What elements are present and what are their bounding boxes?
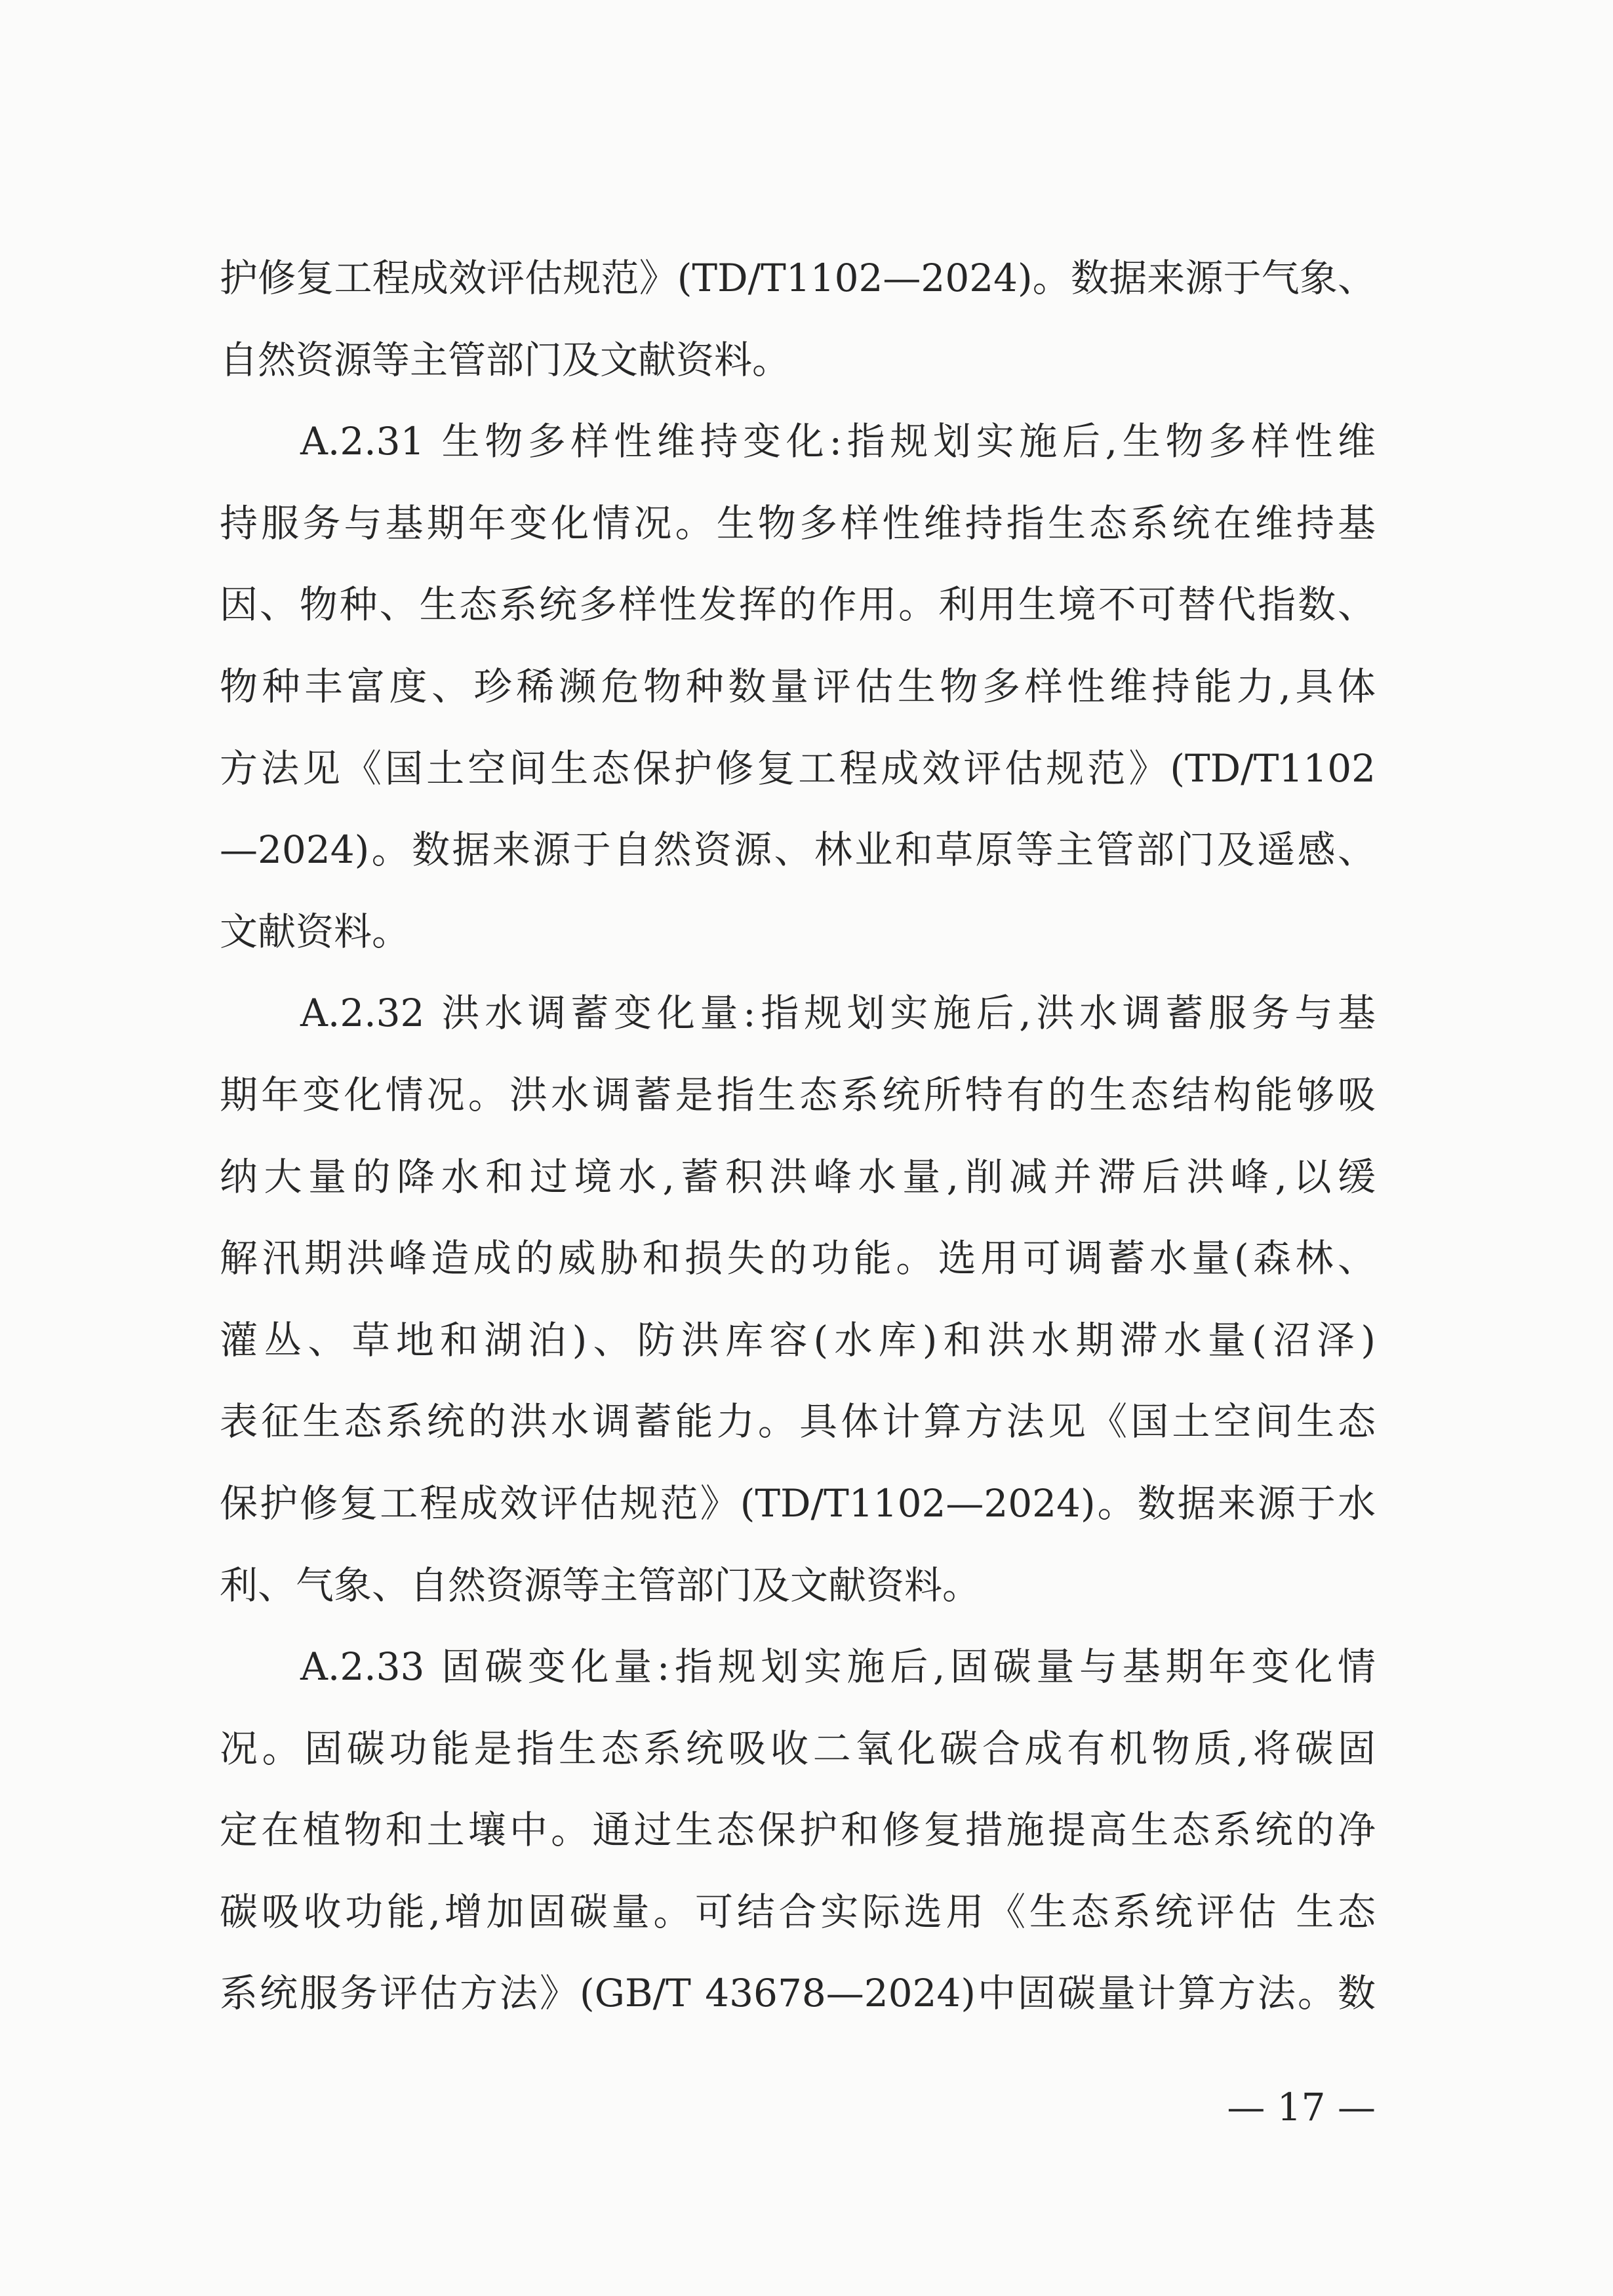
paragraph-line: 利、气象、自然资源等主管部门及文献资料。 — [220, 1562, 981, 1608]
paragraph-line: 灌丛、草地和湖泊)、防洪库容(水库)和洪水期滞水量(沼泽) — [220, 1317, 1376, 1362]
paragraph-line: A.2.32 洪水调蓄变化量:指规划实施后,洪水调蓄服务与基 — [300, 991, 1376, 1036]
paragraph-line: 期年变化情况。洪水调蓄是指生态系统所特有的生态结构能够吸 — [220, 1072, 1376, 1117]
paragraph-line: 护修复工程成效评估规范》(TD/T1102—2024)。数据来源于气象、 — [220, 256, 1376, 300]
paragraph-line: A.2.33 固碳变化量:指规划实施后,固碳量与基期年变化情 — [300, 1644, 1376, 1690]
paragraph-line: 系统服务评估方法》(GB/T 43678—2024)中固碳量计算方法。数 — [220, 1971, 1376, 2016]
paragraph-line: —2024)。数据来源于自然资源、林业和草原等主管部门及遥感、 — [220, 827, 1376, 873]
paragraph-line: 碳吸收功能,增加固碳量。可结合实际选用《生态系统评估 生态 — [220, 1889, 1376, 1934]
paragraph-line: 表征生态系统的洪水调蓄能力。具体计算方法见《国土空间生态 — [220, 1399, 1376, 1444]
paragraph-line: 纳大量的降水和过境水,蓄积洪峰水量,削减并滞后洪峰,以缓 — [220, 1154, 1376, 1199]
paragraph-line: A.2.31 生物多样性维持变化:指规划实施后,生物多样性维 — [300, 419, 1376, 464]
paragraph-line: 况。固碳功能是指生态系统吸收二氧化碳合成有机物质,将碳固 — [220, 1726, 1376, 1771]
paragraph-a-2-31 — [220, 401, 1376, 972]
paragraph-a-2-33 — [220, 1626, 1376, 2034]
paragraph-line: 定在植物和土壤中。通过生态保护和修复措施提高生态系统的净 — [220, 1808, 1376, 1853]
paragraph-a-2-32 — [220, 972, 1376, 1626]
document-body — [220, 237, 1376, 2034]
paragraph-line: 保护修复工程成效评估规范》(TD/T1102—2024)。数据来源于水 — [220, 1480, 1376, 1526]
paragraph-line: 物种丰富度、珍稀濒危物种数量评估生物多样性维持能力,具体 — [220, 663, 1376, 709]
paragraph-line: 因、物种、生态系统多样性发挥的作用。利用生境不可替代指数、 — [220, 582, 1376, 627]
paragraph-line: 方法见《国土空间生态保护修复工程成效评估规范》(TD/T1102 — [220, 745, 1376, 791]
paragraph-line: 自然资源等主管部门及文献资料。 — [220, 337, 791, 382]
page-number: — 17 — — [1227, 2085, 1376, 2129]
paragraph-continuation — [220, 237, 1376, 401]
paragraph-line: 解汛期洪峰造成的威胁和损失的功能。选用可调蓄水量(森林、 — [220, 1236, 1376, 1281]
paragraph-line: 文献资料。 — [220, 909, 410, 954]
paragraph-line: 持服务与基期年变化情况。生物多样性维持指生态系统在维持基 — [220, 500, 1376, 545]
